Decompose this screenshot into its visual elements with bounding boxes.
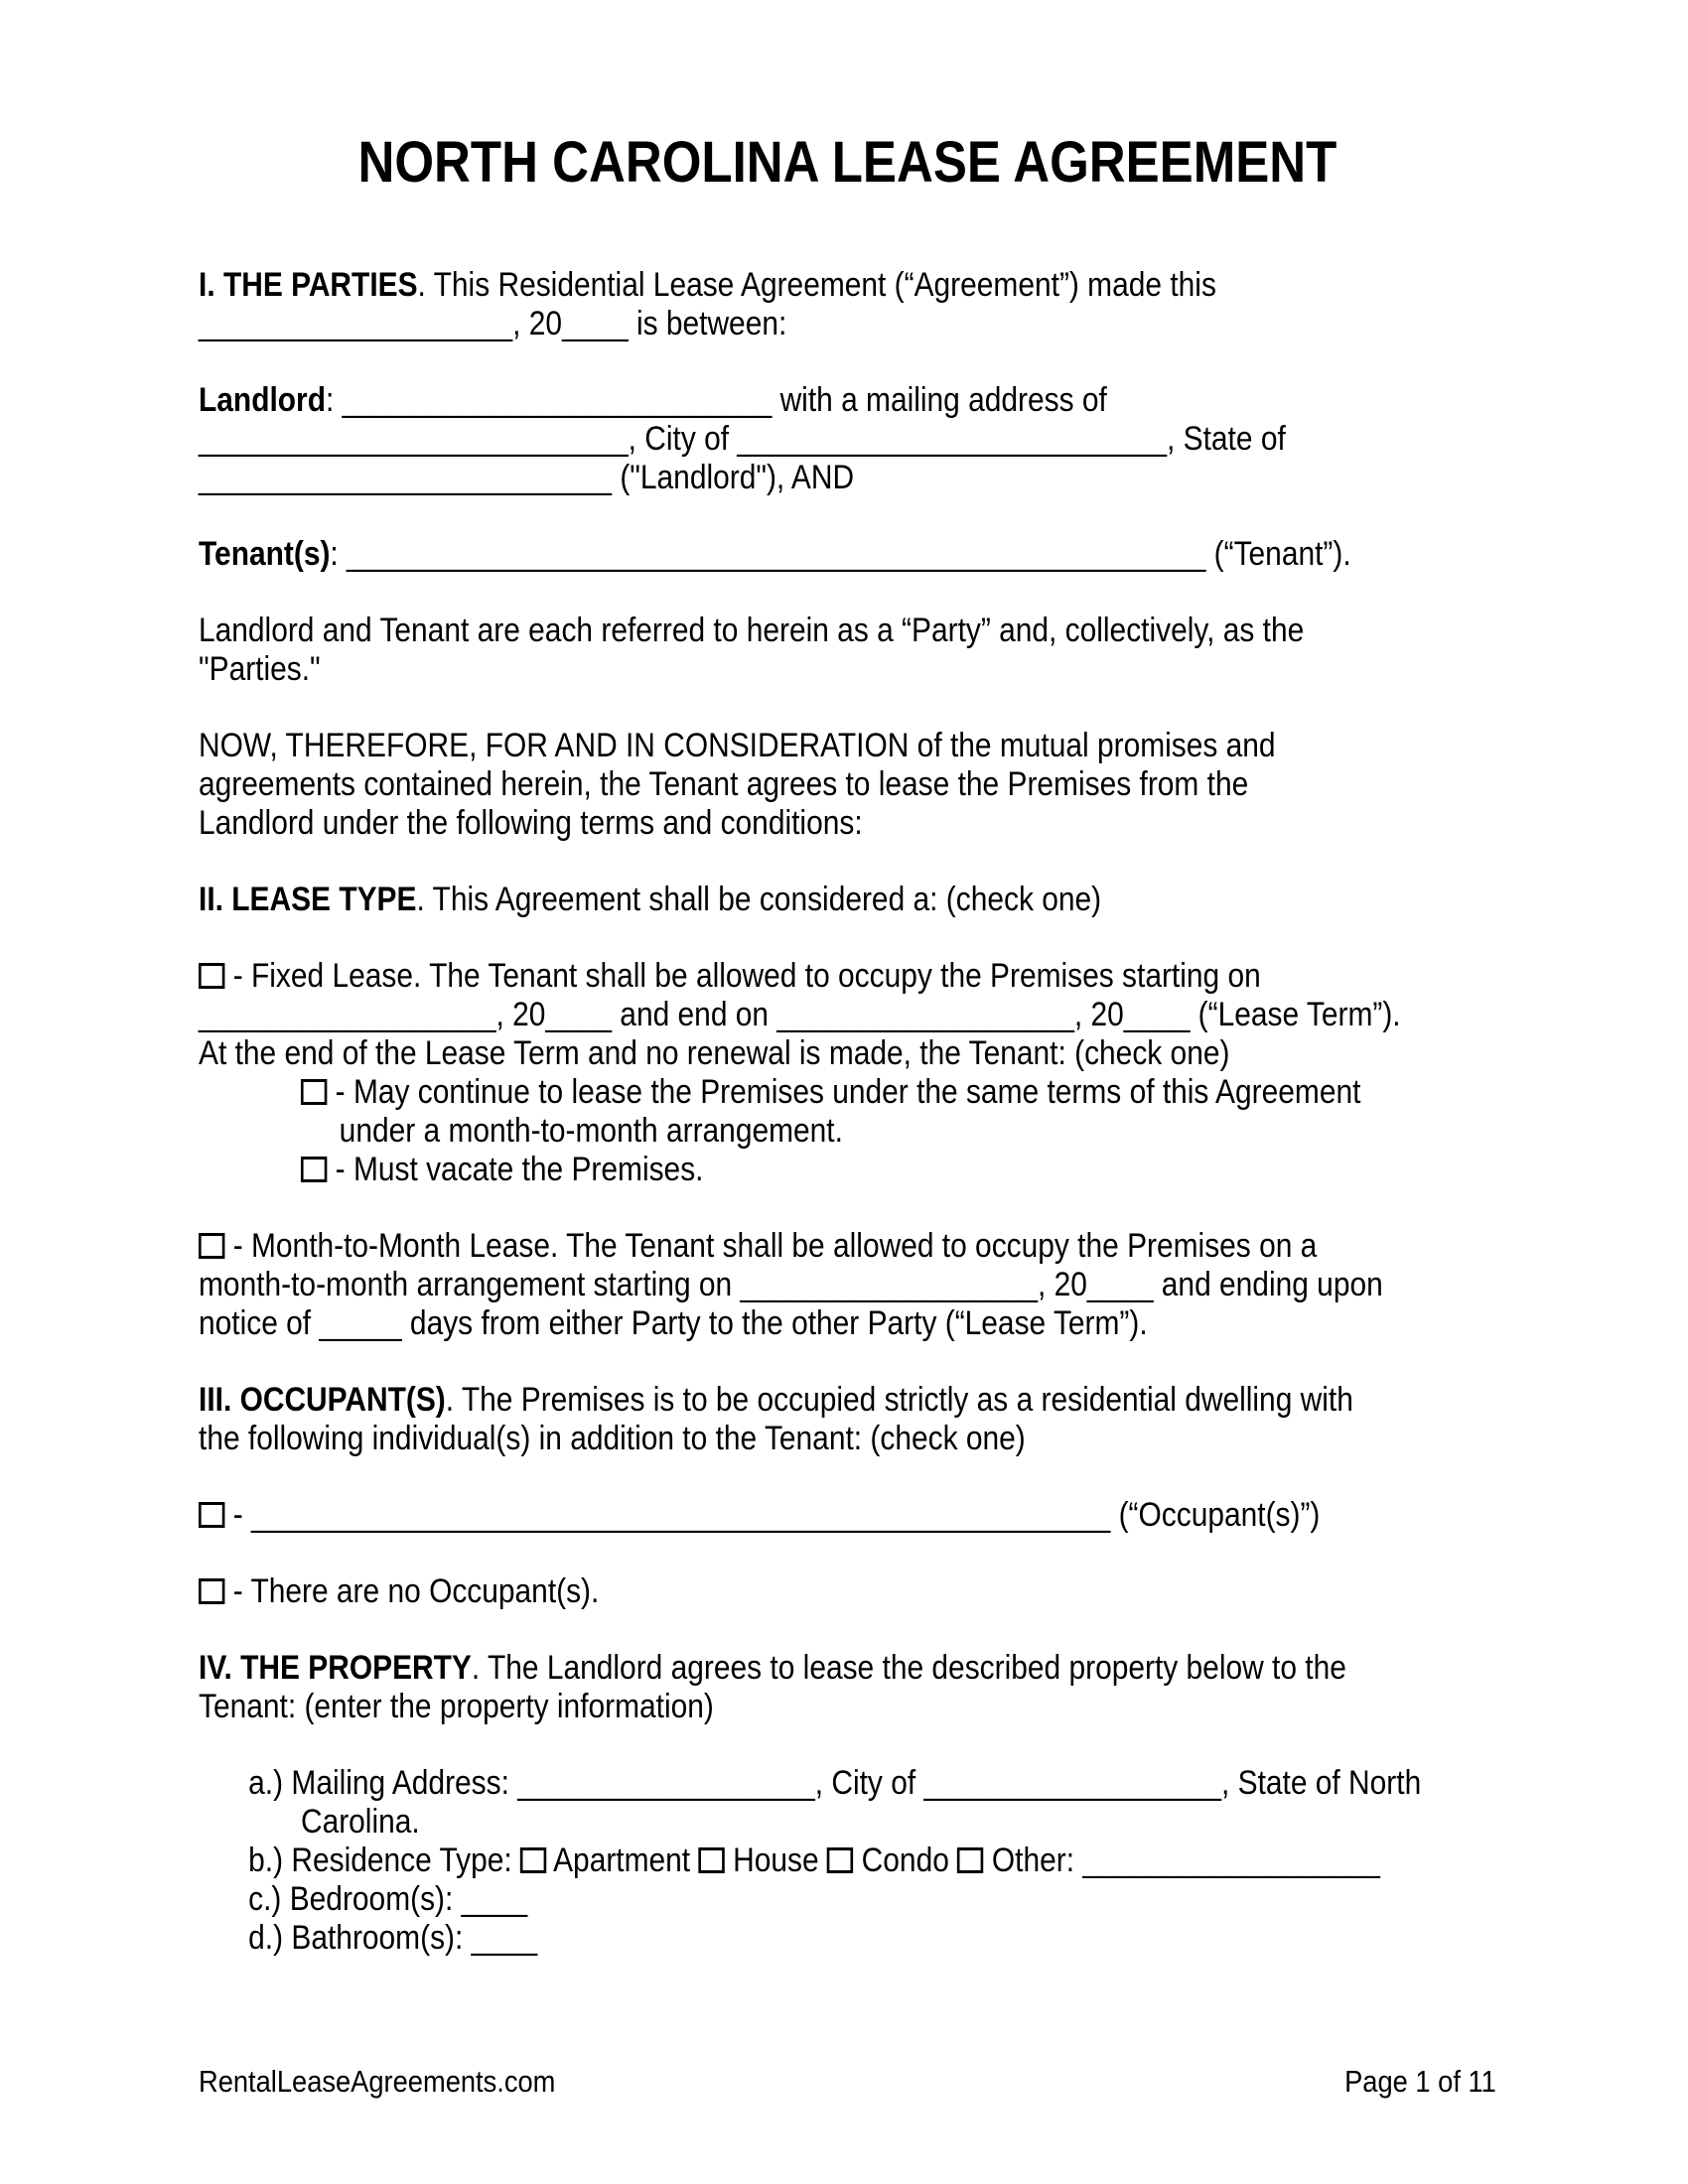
empty-checkbox[interactable] <box>520 1847 546 1873</box>
text-run: - Month-to-Month Lease. The Tenant shall be allowed to occupy the Premises on a <box>224 1227 1318 1265</box>
text-run: : ____________________________________________________ (“Tenant”). <box>330 535 1351 573</box>
text-run: Carolina. <box>300 1803 420 1841</box>
text-line <box>199 1572 1496 1611</box>
property-mailing-address <box>199 1764 1496 1842</box>
document-blocks <box>199 266 1496 1958</box>
text-run: Condo <box>853 1842 958 1879</box>
text-run: - May continue to lease the Premises under the same terms of this Agreement <box>327 1073 1361 1111</box>
text-line <box>199 1304 1496 1343</box>
document-title: NORTH CAROLINA LEASE AGREEMENT <box>357 130 1337 195</box>
text-line <box>199 957 1496 996</box>
occupants-named-option <box>199 1496 1496 1535</box>
text-line <box>301 1803 1496 1842</box>
footer-site-name: RentalLeaseAgreements.com <box>199 2064 556 2099</box>
text-run: . The Landlord agrees to lease the described property below to the <box>471 1649 1346 1687</box>
text-line <box>199 459 1496 497</box>
empty-checkbox[interactable] <box>301 1157 327 1182</box>
text-line <box>248 1842 1496 1880</box>
text-run: Apartment <box>546 1842 699 1879</box>
fixed-lease-option <box>199 957 1496 1073</box>
property-bedrooms <box>199 1880 1496 1919</box>
text-line <box>199 535 1496 574</box>
bold-text-run: I. THE PARTIES <box>199 266 418 304</box>
text-run: a.) Mailing Address: __________________, City of __________________, State of North <box>248 1764 1422 1802</box>
section-property <box>199 1649 1496 1726</box>
text-run: Landlord and Tenant are each referred to herein as a “Party” and, collectively, as the <box>199 612 1305 649</box>
text-run: month-to-month arrangement starting on __________________, 20____ and ending upon <box>199 1266 1383 1303</box>
empty-checkbox[interactable] <box>301 1079 327 1105</box>
text-line <box>199 881 1496 919</box>
text-line <box>248 1880 1496 1919</box>
text-line <box>199 1381 1496 1420</box>
text-run: Landlord under the following terms and conditions: <box>199 804 863 842</box>
page-footer <box>199 2062 1496 2101</box>
text-line <box>199 1649 1496 1688</box>
text-run: At the end of the Lease Term and no renewal is made, the Tenant: (check one) <box>199 1034 1230 1072</box>
empty-checkbox[interactable] <box>199 1233 224 1259</box>
empty-checkbox[interactable] <box>199 1502 224 1528</box>
tenant-clause <box>199 535 1496 574</box>
text-run: the following individual(s) in addition to the Tenant: (check one) <box>199 1420 1026 1457</box>
landlord-clause <box>199 381 1496 497</box>
text-line <box>199 804 1496 843</box>
text-line <box>199 420 1496 459</box>
text-run: - Fixed Lease. The Tenant shall be allowed to occupy the Premises starting on <box>224 957 1261 995</box>
text-run: _________________________ ("Landlord"), AND <box>199 459 855 496</box>
consideration-clause <box>199 727 1496 843</box>
text-run: under a month-to-month arrangement. <box>339 1112 843 1150</box>
text-run: Tenant: (enter the property information) <box>199 1688 714 1725</box>
text-line <box>199 727 1496 765</box>
text-run: ___________________, 20____ is between: <box>199 305 787 342</box>
text-run: - There are no Occupant(s). <box>224 1572 600 1610</box>
text-run: House <box>724 1842 827 1879</box>
text-run: "Parties." <box>199 650 321 688</box>
property-bathrooms <box>199 1919 1496 1958</box>
text-line <box>199 1420 1496 1458</box>
text-run: __________________________, City of __________________________, State of <box>199 420 1286 458</box>
text-line <box>340 1112 1496 1151</box>
fixed-lease-suboption-continue <box>199 1073 1496 1151</box>
section-lease-type <box>199 881 1496 919</box>
text-run: . This Residential Lease Agreement (“Agreement”) made this <box>417 266 1216 304</box>
empty-checkbox[interactable] <box>698 1847 724 1873</box>
text-run: notice of _____ days from either Party to the other Party (“Lease Term”). <box>199 1304 1148 1342</box>
text-line <box>199 381 1496 420</box>
bold-text-run: II. LEASE TYPE <box>199 881 417 918</box>
text-run: . The Premises is to be occupied strictly as a residential dwelling with <box>445 1381 1353 1419</box>
text-line <box>327 1073 1496 1112</box>
text-run: __________________, 20____ and end on __________________, 20____ (“Lease Term”). <box>199 996 1401 1033</box>
text-line <box>199 765 1496 804</box>
text-run: - ____________________________________________________ (“Occupant(s)”) <box>224 1496 1321 1534</box>
section-occupants <box>199 1381 1496 1458</box>
empty-checkbox[interactable] <box>827 1847 853 1873</box>
text-line <box>248 1764 1496 1803</box>
month-to-month-option <box>199 1227 1496 1343</box>
text-line <box>199 266 1496 305</box>
text-run: c.) Bedroom(s): ____ <box>248 1880 528 1918</box>
text-line <box>199 1227 1496 1266</box>
property-residence-type <box>199 1842 1496 1880</box>
text-run: : __________________________ with a mailing address of <box>325 381 1107 419</box>
empty-checkbox[interactable] <box>199 1578 224 1604</box>
text-line <box>199 650 1496 689</box>
text-line <box>199 1688 1496 1726</box>
text-line <box>199 612 1496 650</box>
text-run: - Must vacate the Premises. <box>327 1151 704 1188</box>
text-run: agreements contained herein, the Tenant agrees to lease the Premises from the <box>199 765 1249 803</box>
text-line <box>199 1496 1496 1535</box>
text-line <box>199 1266 1496 1304</box>
text-line <box>327 1151 1496 1189</box>
section-parties-intro <box>199 266 1496 343</box>
text-line <box>248 1919 1496 1958</box>
text-line <box>199 305 1496 343</box>
text-run: NOW, THEREFORE, FOR AND IN CONSIDERATION of the mutual promises and <box>199 727 1276 764</box>
text-line <box>199 1034 1496 1073</box>
text-run: d.) Bathroom(s): ____ <box>248 1919 538 1957</box>
bold-text-run: Tenant(s) <box>199 535 331 573</box>
text-run: Other: __________________ <box>983 1842 1380 1879</box>
text-run: b.) Residence Type: <box>248 1842 521 1879</box>
document-content <box>199 127 1496 1958</box>
fixed-lease-suboption-vacate <box>199 1151 1496 1189</box>
footer-page-number: Page 1 of 11 <box>1344 2064 1496 2099</box>
text-run: . This Agreement shall be considered a: (check one) <box>416 881 1102 918</box>
empty-checkbox[interactable] <box>199 963 224 989</box>
bold-text-run: Landlord <box>199 381 326 419</box>
bold-text-run: IV. THE PROPERTY <box>199 1649 472 1687</box>
party-definition <box>199 612 1496 689</box>
text-line <box>199 996 1496 1034</box>
bold-text-run: III. OCCUPANT(S) <box>199 1381 446 1419</box>
empty-checkbox[interactable] <box>957 1847 983 1873</box>
occupants-none-option <box>199 1572 1496 1611</box>
